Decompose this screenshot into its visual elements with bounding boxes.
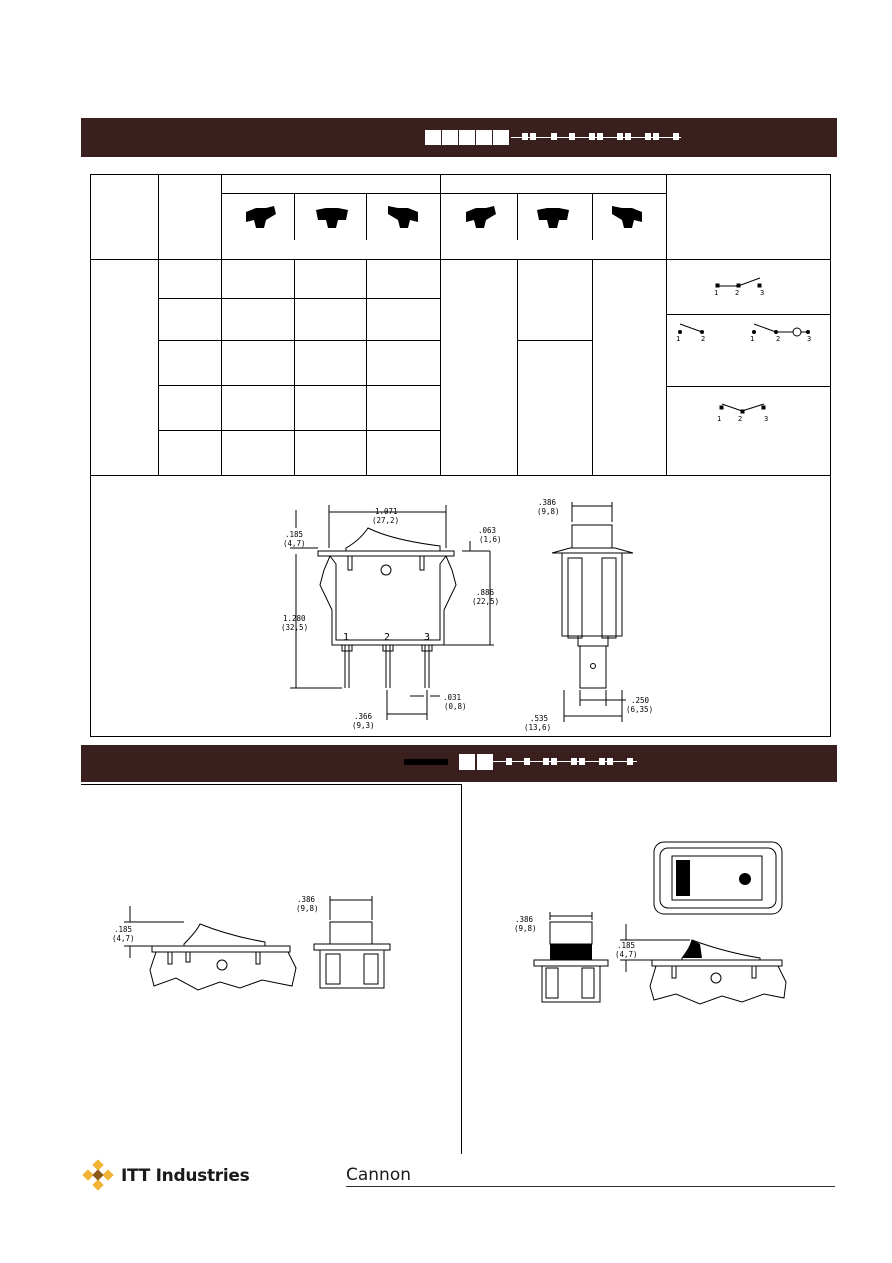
dim-width-mm: (27,2) (372, 516, 400, 525)
svg-text:2: 2 (701, 335, 706, 343)
terminal-label: 1 (343, 632, 350, 643)
dim-body-mm: (22,5) (472, 597, 500, 606)
svg-text:1: 1 (750, 335, 755, 343)
dim-pinsp-in: .366 (354, 712, 373, 721)
dim-rocker-mm: (4,7) (615, 950, 638, 959)
terminal-label: 2 (384, 632, 391, 643)
dim-body-in: .886 (476, 588, 495, 597)
svg-text:1: 1 (714, 289, 719, 297)
dim-tab-mm: (6,35) (626, 705, 654, 714)
dim-pinw-mm: (0,8) (444, 702, 467, 711)
brand-name: Cannon (346, 1165, 412, 1185)
dim-side-in: .386 (538, 498, 557, 507)
svg-text:2: 2 (776, 335, 781, 343)
dim-side-mm: (9,8) (296, 904, 319, 913)
rocker-cap (550, 944, 592, 960)
svg-text:1: 1 (717, 415, 722, 423)
itt-logo-icon (80, 1158, 116, 1194)
dim-base-in: .535 (530, 714, 549, 723)
dim-rocker-in: .185 (285, 530, 304, 539)
dim-total-in: 1.280 (283, 614, 306, 623)
dim-total-mm: (32,5) (281, 623, 309, 632)
dim-rocker-mm: (4,7) (112, 934, 135, 943)
dim-base-mm: (13,6) (524, 723, 552, 732)
dim-tab-in: .250 (631, 696, 650, 705)
footer-rule (346, 1186, 835, 1187)
dim-side-mm: (9,8) (537, 507, 560, 516)
svg-text:2: 2 (735, 289, 740, 297)
dim-side-mm: (9,8) (514, 924, 537, 933)
svg-text:3: 3 (760, 289, 765, 297)
dim-rocker-mm: (4,7) (283, 539, 306, 548)
dim-width-in: 1.071 (375, 507, 398, 516)
dim-flange-in: .063 (478, 526, 497, 535)
dim-side-in: .386 (297, 895, 316, 904)
dim-side-in: .386 (515, 915, 534, 924)
company-name: ITT Industries (121, 1166, 250, 1186)
dim-flange-mm: (1,6) (479, 535, 502, 544)
svg-text:1: 1 (676, 335, 681, 343)
dim-rocker-in: .185 (114, 925, 133, 934)
svg-text:2: 2 (738, 415, 743, 423)
lamp-lens (676, 860, 690, 896)
svg-text:3: 3 (764, 415, 769, 423)
indicator-dot (739, 873, 751, 885)
terminal-label: 3 (424, 632, 431, 643)
dim-rocker-in: .185 (617, 941, 636, 950)
dim-pinsp-mm: (9,3) (352, 721, 375, 730)
svg-text:3: 3 (807, 335, 812, 343)
dim-pinw-in: .031 (443, 693, 462, 702)
